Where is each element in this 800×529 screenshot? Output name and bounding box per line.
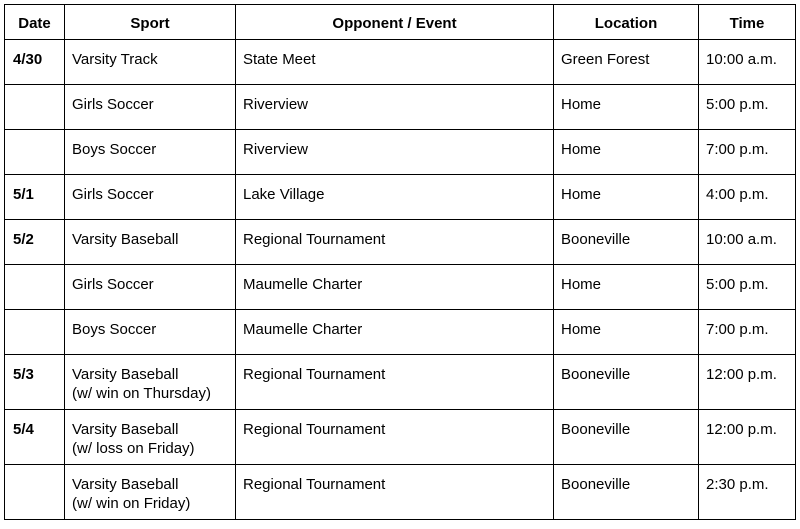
opponent-cell: Regional Tournament — [236, 410, 554, 465]
location-cell: Home — [554, 175, 699, 220]
sport-line: Boys Soccer — [72, 321, 157, 338]
time-cell: 5:00 p.m. — [699, 85, 796, 130]
table-row — [5, 265, 796, 310]
table-row — [5, 355, 796, 410]
table-row — [5, 175, 796, 220]
table-row — [5, 85, 796, 130]
opponent-cell: Maumelle Charter — [236, 265, 554, 310]
header-row — [5, 5, 796, 40]
opponent-cell: Regional Tournament — [236, 465, 554, 520]
sport-line: Varsity Baseball — [72, 421, 179, 438]
sport-condition: (w/ win on Friday) — [72, 495, 191, 512]
location-cell: Booneville — [554, 220, 699, 265]
schedule-table — [4, 4, 796, 520]
sport-cell — [65, 40, 236, 85]
location-cell: Home — [554, 85, 699, 130]
opponent-cell: State Meet — [236, 40, 554, 85]
header-time: Time — [699, 5, 796, 40]
sport-cell — [65, 265, 236, 310]
opponent-cell: Riverview — [236, 130, 554, 175]
time-cell: 12:00 p.m. — [699, 410, 796, 465]
sport-cell — [65, 410, 236, 465]
time-cell: 5:00 p.m. — [699, 265, 796, 310]
date-cell: 5/3 — [5, 355, 65, 410]
sport-line: Varsity Baseball — [72, 476, 179, 493]
header-date: Date — [5, 5, 65, 40]
table-row — [5, 310, 796, 355]
sport-cell — [65, 310, 236, 355]
sport-line: Varsity Baseball — [72, 231, 179, 248]
location-cell: Home — [554, 130, 699, 175]
location-cell: Green Forest — [554, 40, 699, 85]
opponent-cell: Regional Tournament — [236, 355, 554, 410]
table-row — [5, 130, 796, 175]
time-cell: 4:00 p.m. — [699, 175, 796, 220]
header-opponent: Opponent / Event — [236, 5, 554, 40]
table-row — [5, 220, 796, 265]
sport-cell — [65, 220, 236, 265]
opponent-cell: Regional Tournament — [236, 220, 554, 265]
time-cell: 12:00 p.m. — [699, 355, 796, 410]
time-cell: 2:30 p.m. — [699, 465, 796, 520]
sport-cell — [65, 175, 236, 220]
table-row — [5, 465, 796, 520]
location-cell: Booneville — [554, 410, 699, 465]
sport-cell — [65, 85, 236, 130]
opponent-cell: Riverview — [236, 85, 554, 130]
sport-line: Varsity Baseball — [72, 366, 179, 383]
location-cell: Home — [554, 310, 699, 355]
header-location: Location — [554, 5, 699, 40]
date-cell — [5, 265, 65, 310]
time-cell: 10:00 a.m. — [699, 220, 796, 265]
date-cell — [5, 85, 65, 130]
opponent-cell: Maumelle Charter — [236, 310, 554, 355]
table-row — [5, 40, 796, 85]
sport-condition: (w/ win on Thursday) — [72, 385, 211, 402]
table-row — [5, 410, 796, 465]
opponent-cell: Lake Village — [236, 175, 554, 220]
time-cell: 7:00 p.m. — [699, 130, 796, 175]
sport-line: Girls Soccer — [72, 276, 154, 293]
location-cell: Booneville — [554, 465, 699, 520]
sport-cell — [65, 465, 236, 520]
date-cell: 5/1 — [5, 175, 65, 220]
header-sport: Sport — [65, 5, 236, 40]
date-cell — [5, 130, 65, 175]
sport-line: Boys Soccer — [72, 141, 157, 158]
sport-cell — [65, 355, 236, 410]
time-cell: 7:00 p.m. — [699, 310, 796, 355]
date-cell — [5, 465, 65, 520]
date-cell: 4/30 — [5, 40, 65, 85]
time-cell: 10:00 a.m. — [699, 40, 796, 85]
sport-cell — [65, 130, 236, 175]
location-cell: Booneville — [554, 355, 699, 410]
sport-line: Varsity Track — [72, 51, 158, 68]
date-cell: 5/4 — [5, 410, 65, 465]
sport-line: Girls Soccer — [72, 96, 154, 113]
date-cell — [5, 310, 65, 355]
sport-condition: (w/ loss on Friday) — [72, 440, 195, 457]
date-cell: 5/2 — [5, 220, 65, 265]
location-cell: Home — [554, 265, 699, 310]
sport-line: Girls Soccer — [72, 186, 154, 203]
